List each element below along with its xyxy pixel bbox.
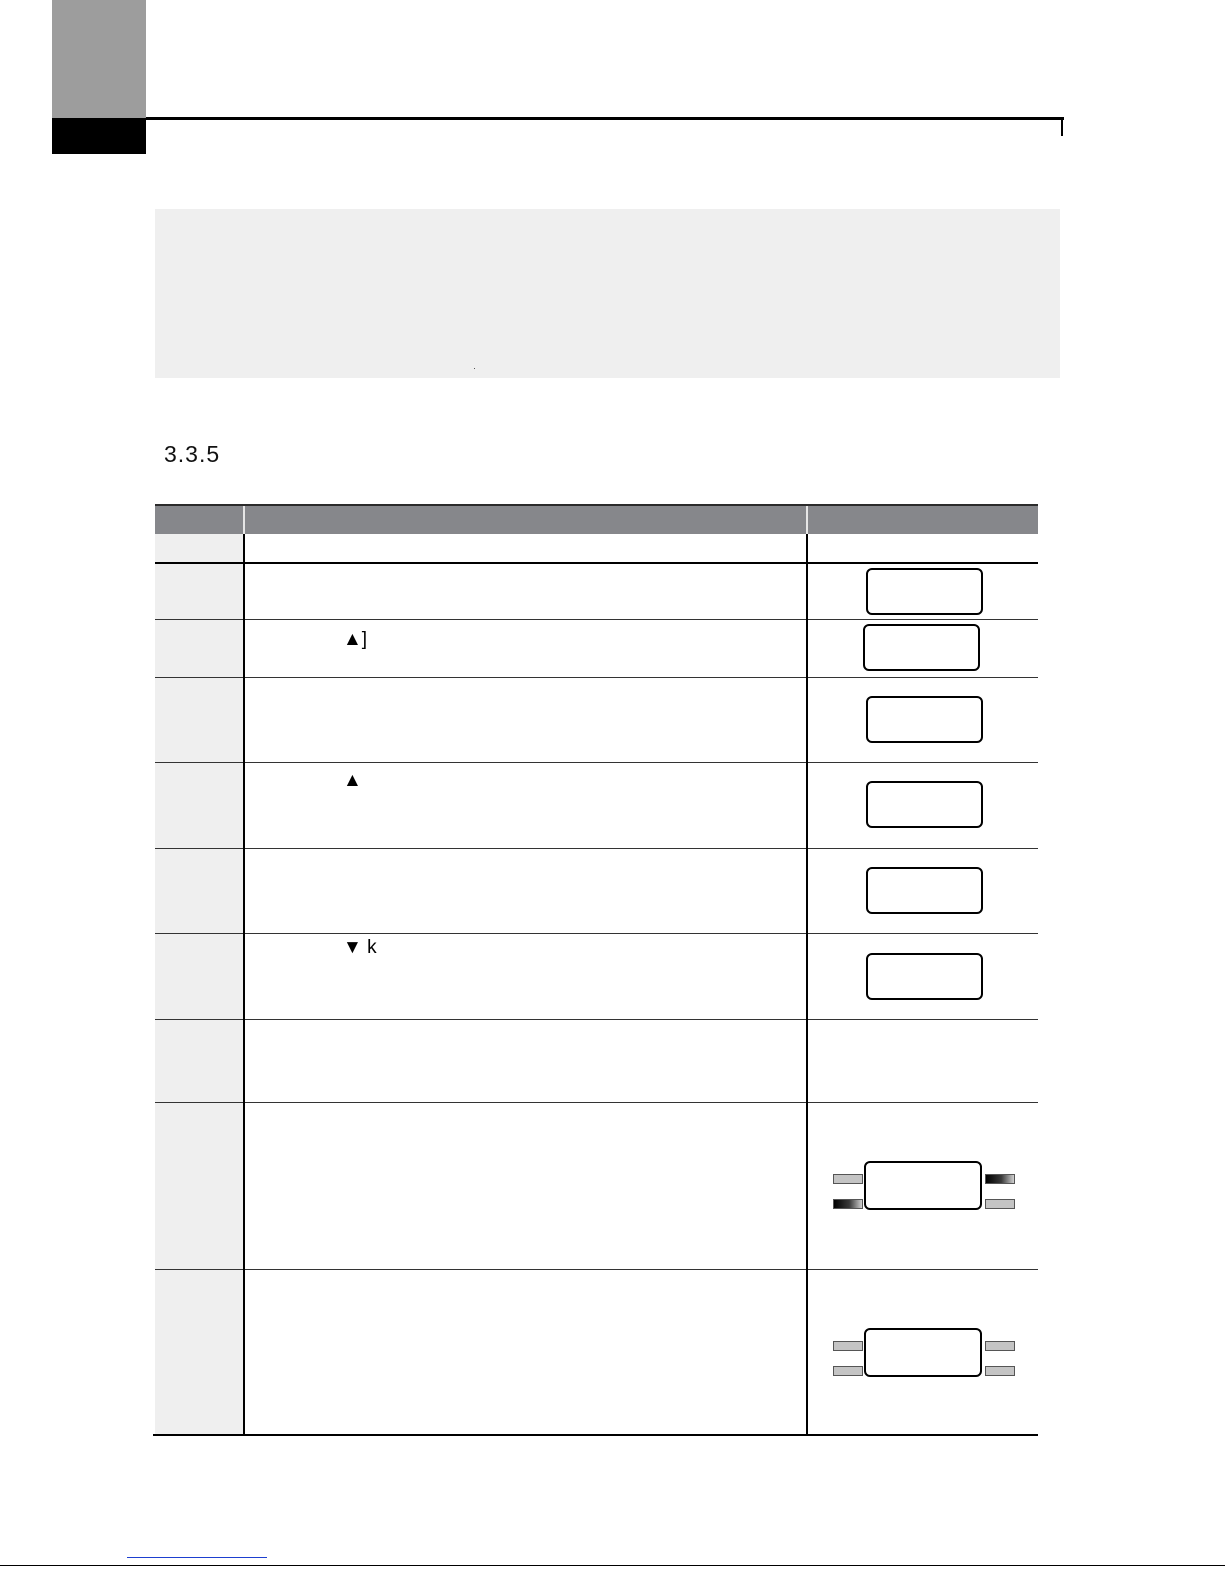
keypad-lcd-display — [866, 867, 983, 914]
footer-rule — [0, 1565, 1225, 1566]
display-cell — [808, 620, 1038, 677]
note-box-dot — [474, 368, 475, 369]
header-column-separator — [243, 506, 245, 536]
table-row — [155, 763, 1038, 848]
table-row — [155, 1270, 1038, 1435]
table-row — [155, 1020, 1038, 1102]
status-led — [985, 1174, 1015, 1184]
header-rule-end-tick — [1061, 120, 1063, 136]
chapter-tab — [52, 0, 146, 118]
display-cell — [808, 763, 1038, 848]
keypad-lcd-display — [866, 781, 983, 828]
display-cell — [808, 1020, 1038, 1102]
step-cell — [155, 934, 243, 1019]
display-cell — [808, 849, 1038, 933]
display-cell — [808, 934, 1038, 1019]
description-cell — [245, 534, 808, 562]
status-led — [985, 1341, 1015, 1351]
up-key-icon: ▲ — [343, 770, 362, 791]
keypad-lcd-display — [866, 953, 983, 1000]
step-cell — [155, 849, 243, 933]
column-separator — [243, 534, 245, 1436]
keypad-lcd-display — [866, 568, 983, 615]
header-column-separator — [806, 506, 808, 536]
display-cell — [808, 1103, 1038, 1269]
table-row — [155, 934, 1038, 1019]
step-cell — [155, 564, 243, 620]
description-cell — [245, 934, 808, 1019]
description-cell — [245, 849, 808, 933]
step-cell — [155, 678, 243, 762]
status-led — [833, 1174, 863, 1184]
chapter-tab-marker — [52, 118, 146, 154]
status-led — [833, 1199, 863, 1209]
description-cell — [245, 564, 808, 620]
display-cell — [808, 564, 1038, 620]
description-cell — [245, 620, 808, 677]
description-cell — [245, 763, 808, 848]
step-cell — [155, 620, 243, 677]
description-cell — [245, 678, 808, 762]
section-number: 3.3.5 — [164, 441, 221, 467]
step-cell — [155, 1270, 243, 1435]
down-key-icon: ▼ k — [343, 937, 377, 958]
description-cell — [245, 1020, 808, 1102]
table-row — [155, 620, 1038, 677]
note-box — [155, 209, 1060, 378]
table-row — [155, 678, 1038, 762]
column-separator — [806, 534, 808, 1436]
table-row — [155, 849, 1038, 933]
header-rule — [146, 117, 1064, 120]
step-cell — [155, 1103, 243, 1269]
keypad-lcd-display — [866, 696, 983, 743]
display-cell — [808, 1270, 1038, 1435]
table-row — [155, 564, 1038, 620]
table-bottom-rule — [153, 1434, 1038, 1436]
status-led — [833, 1341, 863, 1351]
status-led — [985, 1199, 1015, 1209]
table-header-row — [155, 504, 1038, 534]
step-cell — [155, 763, 243, 848]
table-row — [155, 1103, 1038, 1269]
keypad-lcd-display — [864, 1328, 982, 1377]
description-cell — [245, 1270, 808, 1435]
display-cell — [808, 678, 1038, 762]
step-cell — [155, 1020, 243, 1102]
up-key-icon: ▲] — [343, 629, 368, 650]
step-cell — [155, 534, 243, 562]
status-led — [985, 1366, 1015, 1376]
keypad-lcd-display — [864, 1161, 982, 1210]
keypad-lcd-display — [863, 624, 980, 671]
status-led — [833, 1366, 863, 1376]
display-cell — [808, 534, 1038, 562]
footer-link-underline[interactable] — [127, 1557, 267, 1558]
description-cell — [245, 1103, 808, 1269]
table-row — [155, 534, 1038, 562]
